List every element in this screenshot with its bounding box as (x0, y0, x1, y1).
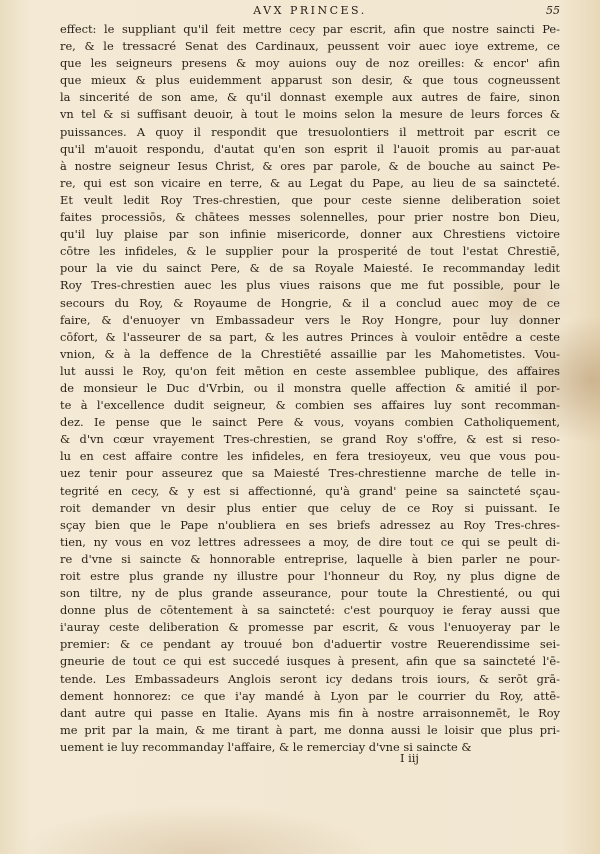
text-line: dant autre qui passe en Italie. Ayans mis fin à nostre arraisonnemēt, le Roy (60, 705, 560, 720)
text-line: puissances. A quoy il respondit que tresuolontiers il mettroit par escrit ce (60, 124, 560, 139)
text-line: re, & le tressacré Senat des Cardinaux, peussent voir auec ioye extreme, ce (60, 39, 560, 54)
text-line: uement ie luy recommanday l'affaire, & le remerciay d'vne si saincte & (60, 739, 472, 754)
text-line: te à l'excellence dudit seigneur, & combien ses affaires luy sont recomman- (60, 398, 560, 413)
text-line: me prit par la main, & me tirant à part, me donna aussi le loisir que plus pri- (60, 722, 560, 737)
text-line: effect: le suppliant qu'il feit mettre cecy par escrit, afin que nostre saincti Pe- (60, 22, 560, 36)
text-line: de monsieur le Duc d'Vrbin, ou il monstra quelle affection & amitié il por- (60, 380, 560, 395)
text-line: faites processiōs, & chātees messes solennelles, pour prier nostre bon Dieu, (60, 210, 560, 225)
text-line: la sincerité de son ame, & qu'il donnast exemple aux autres de faire, sinon (60, 90, 560, 105)
text-line: pour la vie du sainct Pere, & de sa Royale Maiesté. Ie recommanday ledit (60, 261, 560, 276)
text-line: tien, ny vous en voz lettres adressees a moy, de dire tout ce qui se peult di- (60, 534, 560, 549)
text-line: tende. Les Embassadeurs Anglois seront icy dedans trois iours, & serōt grā- (60, 671, 560, 686)
text-line: cōtre les infideles, & le supplier pour la prosperité de tout l'estat Chrestiē, (60, 244, 560, 259)
text-line: uez tenir pour asseurez que sa Maiesté Tres-chrestienne marche de telle in- (60, 466, 560, 481)
text-line: son tiltre, ny de plus grande asseurance, pour toute la Chrestienté, ou qui (60, 586, 560, 601)
text-line: roit estre plus grande ny illustre pour l'honneur du Roy, ny plus digne de (60, 569, 560, 583)
text-line: secours du Roy, & Royaume de Hongrie, & il a conclud auec moy de ce (60, 295, 560, 310)
text-line: Roy Tres-chrestien auec les plus viues raisons que me fut possible, pour le (60, 278, 560, 293)
page-number: 55 (546, 4, 560, 17)
text-line: qu'il luy plaise par son infinie misericorde, donner aux Chrestiens victoire (60, 227, 560, 242)
text-line: tegrité en cecy, & y est si affectionné, qu'à grand' peine sa saincteté sçau- (60, 483, 560, 498)
text-line: faire, & d'enuoyer vn Embassadeur vers le Roy Hongre, pour luy donner (60, 312, 560, 327)
text-line: roit demander vn desir plus entier que celuy de ce Roy si puissant. Ie (60, 500, 560, 515)
text-line: qu'il m'auoit respondu, d'autat qu'en son esprit il l'auoit promis au par-auat (60, 141, 560, 156)
text-line: vn tel & si suffisant deuoir, à tout le moins selon la mesure de leurs forces & (60, 107, 560, 122)
signature-mark: I iij (400, 751, 419, 765)
text-line: que les seigneurs presens & moy auions ouy de noz oreilles: & encor' afin (60, 56, 560, 71)
running-head: AVX PRINCES. (253, 4, 367, 17)
text-line: cōfort, & l'asseurer de sa part, & les autres Princes à vouloir entēdre a ceste (60, 329, 560, 344)
text-line: que mieux & plus euidemment apparust son desir, & que tous cogneussent (60, 73, 560, 88)
text-line: premier: & ce pendant ay trouué bon d'aduertir vostre Reuerendissime sei- (60, 637, 560, 652)
text-line: dez. Ie pense que le sainct Pere & vous, voyans combien Catholiquement, (60, 415, 560, 430)
page-header (60, 4, 560, 18)
text-line: re d'vne si saincte & honnorable entreprise, laquelle à bien parler ne pour- (60, 551, 560, 566)
text-line: re, qui est son vicaire en terre, & au Legat du Pape, au lieu de sa saincteté. (60, 175, 560, 190)
body-text (60, 21, 560, 756)
text-line: vnion, & à la deffence de la Chrestiēté assaillie par les Mahometistes. Vou- (60, 346, 560, 361)
text-line: sçay bien que le Pape n'oubliera en ses briefs adressez au Roy Tres-chres- (60, 517, 560, 532)
text-line: à nostre seigneur Iesus Christ, & ores par parole, & de bouche au sainct Pe- (60, 158, 560, 173)
text-line: i'auray ceste deliberation & promesse par escrit, & vous l'enuoyeray par le (60, 620, 560, 635)
text-line: lut aussi le Roy, qu'on feit mētion en ceste assemblee publique, des affaires (60, 363, 560, 378)
text-line: lu en cest affaire contre les infideles, en fera tresioyeux, veu que vous pou- (60, 449, 560, 464)
text-line: gneurie de tout ce qui est succedé iusques à present, afin que sa saincteté l'ē- (60, 654, 560, 669)
text-line: donne plus de cōtentement à sa saincteté: c'est pourquoy ie feray aussi que (60, 603, 560, 618)
text-line: & d'vn cœur vrayement Tres-chrestien, se grand Roy s'offre, & est si reso- (60, 432, 560, 447)
text-line: Et veult ledit Roy Tres-chrestien, que pour ceste sienne deliberation soiet (60, 192, 560, 207)
text-line: dement honnorez: ce que i'ay mandé à Lyon par le courrier du Roy, attē- (60, 688, 560, 703)
